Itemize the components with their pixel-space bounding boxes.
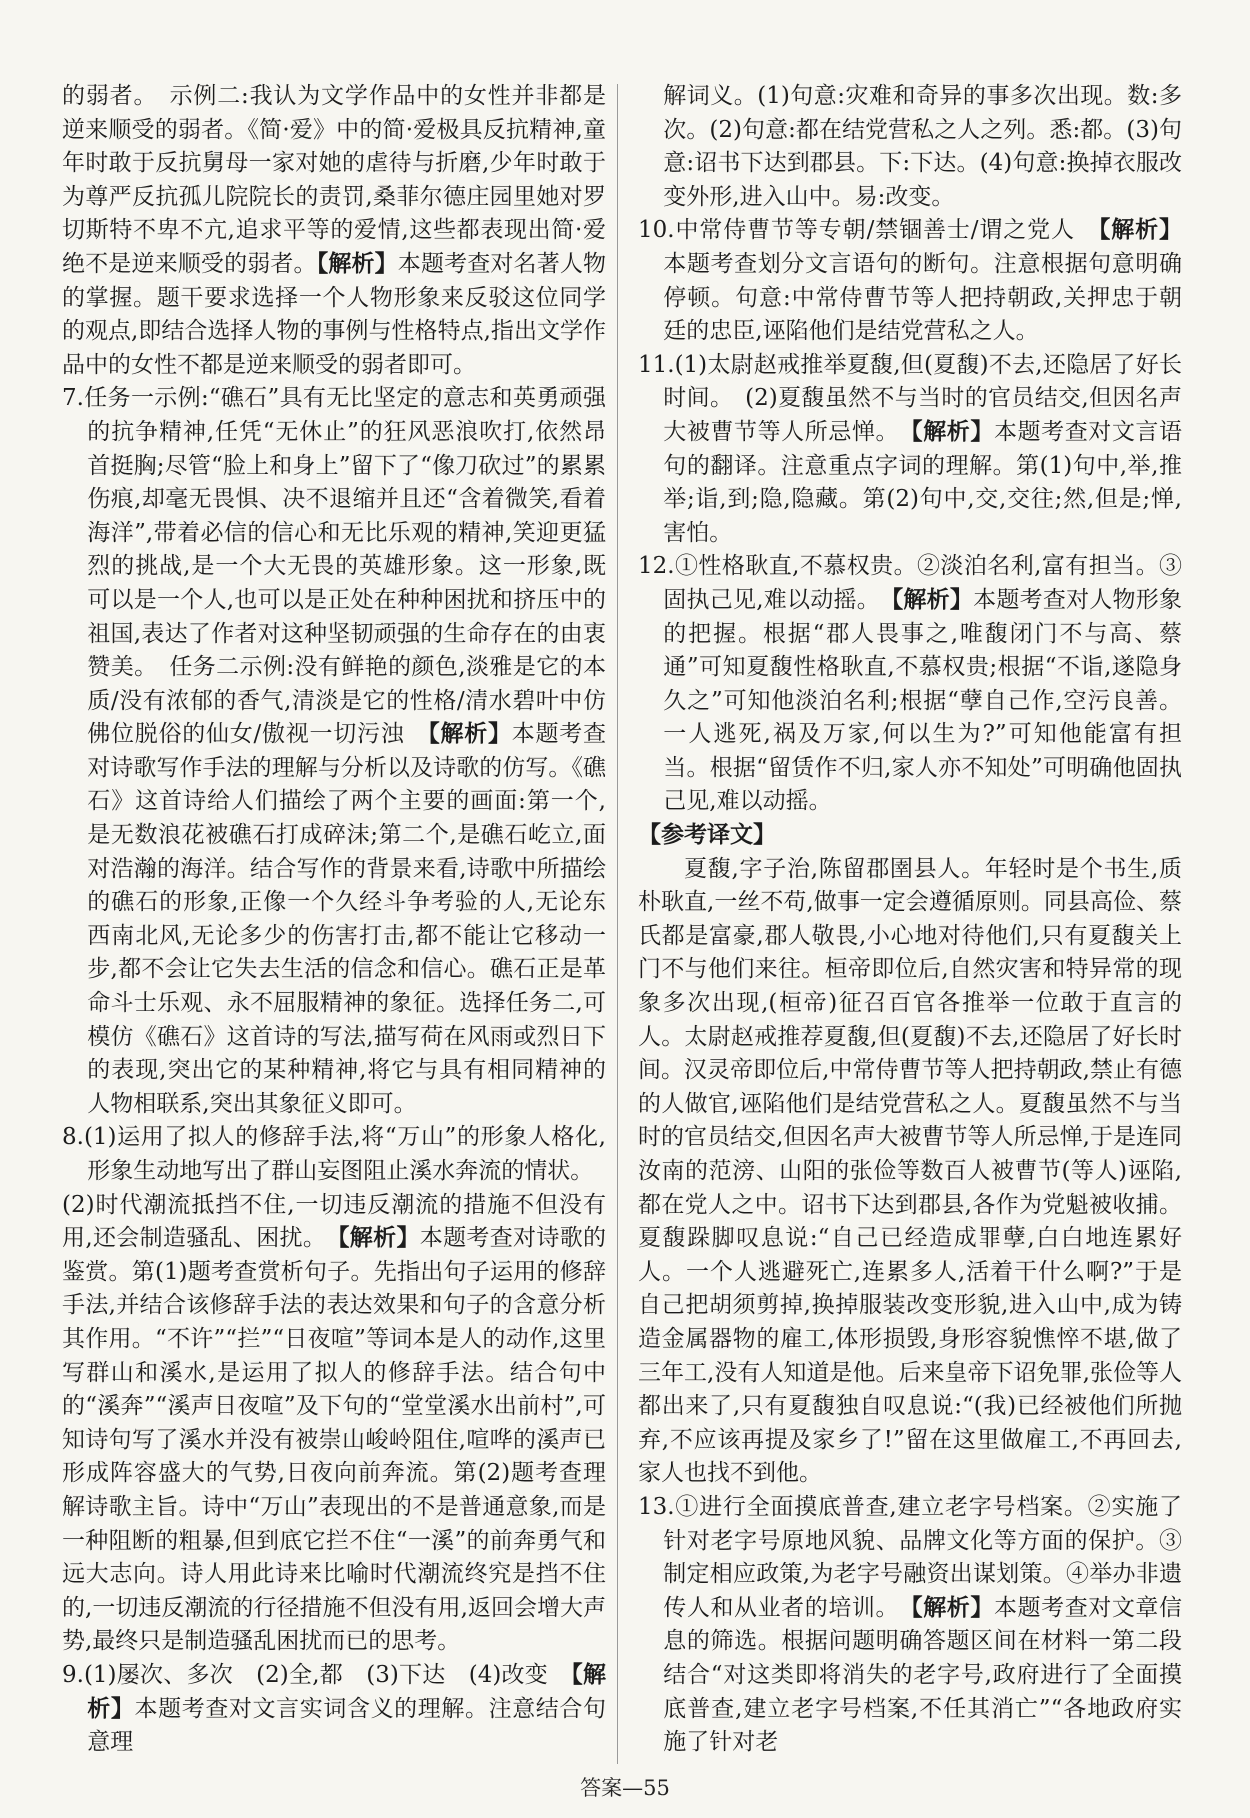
answer-text: 8.(1)运用了拟人的修辞手法,将“万山”的形象人格化,形象生动地写出了群山妄图阻止溪水奔流的情状。 <box>62 1124 606 1184</box>
analysis-text: 本题考查对文言语句的翻译。注意重点字词的理解。第(1)句中,举,推举;诣,到;隐,隐藏。第(2)句中,交,交往;然,但是;惮,害怕。 <box>663 418 1183 546</box>
analysis-label: 【解析】 <box>337 1225 420 1252</box>
answer-text: 9.(1)屡次、多次 (2)全,都 (3)下达 (4)改变 <box>62 1661 549 1688</box>
page-number: 答案—55 <box>580 1776 670 1800</box>
analysis-label: 【解析】 <box>316 250 398 277</box>
analysis-text: 解词义。(1)句意:灾难和奇异的事多次出现。数:多次。(2)句意:都在结党营私之人之列。悉:都。(3)句意:诏书下达到郡县。下:下达。(4)句意:换掉衣服改变外形,进入山中。易:改变。 <box>663 83 1182 210</box>
answer-text: 11.(1)太尉赵戒推举夏馥,但(夏馥)不去,还隐居了好长时间。 (2)夏馥虽然不与当时的官员结交,但因名声大被曹节等人所忌惮。 <box>638 351 1182 445</box>
translation-title: 【参考译文】 <box>638 822 776 849</box>
analysis-label: 【解析】 <box>911 418 994 445</box>
answer-text: 7.任务一示例:“礁石”具有无比坚定的意志和英勇顽强的抗争精神,任凭“无休止”的狂风恶浪吹打,依然昂首挺胸;尽管“脸上和身上”留下了“像刀砍过”的累累伤痕,却毫无畏惧、决不退缩并且还“含着微笑,看着海洋”,带着必信的信心和无比乐观的精神,笑迎更猛烈的挑战,是一个大无畏的英雄形象。这一形象,既可以是一个人,也可以是正处在种种困扰和挤压中的祖国,表达了作者对这种坚韧顽强的生命存在的由衷赞美。 任务二示例:没有鲜艳的颜色,淡雅是它的本质/没有浓郁的香气,清淡是它的性格/清水碧叶中仿佛位脱俗的仙女/傲视一切污浊 <box>62 385 606 748</box>
answer-item-11 <box>638 349 1182 551</box>
answer-item-12 <box>638 550 1182 819</box>
answer-text: 13.①进行全面摸底普查,建立老字号档案。②实施了针对老字号原地风貌、品牌文化等方面的保护。③制定相应政策,为老字号融资出谋划策。④举办非遗传人和从业者的培训。 <box>638 1493 1182 1621</box>
answer-item-8-2 <box>62 1189 606 1659</box>
translation-paragraph: 夏馥,字子治,陈留郡圉县人。年轻时是个书生,质朴耿直,一丝不苟,做事一定会遵循原则。同县高俭、蔡氏都是富豪,郡人敬畏,小心地对待他们,只有夏馥关上门不与他们来往。桓帝即位后,自然灾害和特异常的现象多次出现,(桓帝)征召百官各推举一位敢于直言的人。太尉赵戒推荐夏馥,但(夏馥)不去,还隐居了好长时间。汉灵帝即位后,中常侍曹节等人把持朝政,禁止有德的人做官,诬陷他们是结党营私之人。夏馥虽然不与当时的官员结交,但因名声大被曹节等人所忌惮,于是连同汝南的范滂、山阳的张俭等数百人被曹节(等人)诬陷,都在党人之中。诏书下达到郡县,各作为党魁被收捕。夏馥跺脚叹息说:“自己已经造成罪孽,白白地连累好人。一个人逃避死亡,连累多人,活着干什么啊?”于是自己把胡须剪掉,换掉服装改变形貌,进入山中,成为铸造金属器物的雇工,体形损毁,身形容貌憔悴不堪,做了三年工,没有人知道是他。后来皇帝下诏免罪,张俭等人都出来了,只有夏馥独自叹息说:“(我)已经被他们所抛弃,不应该再提及家乡了!”留在这里做雇工,不再回去,家人也找不到他。 <box>638 855 1182 1487</box>
analysis-text: 本题考查对文言实词含义的理解。注意结合句意理 <box>87 1695 607 1756</box>
analysis-label: 【解析】 <box>891 586 974 613</box>
answer-item-10 <box>638 214 1182 348</box>
answer-text: 10.中常侍曹节等专朝/禁锢善士/谓之党人 <box>638 217 1075 244</box>
right-column <box>638 80 1182 1760</box>
analysis-label: 【解析】 <box>428 721 512 748</box>
answer-item-9-continued <box>638 80 1182 214</box>
analysis-text: 本题考查对名著人物的掌握。题干要求选择一个人物形象来反驳这位同学的观点,即结合选择人物的事例与性格特点,指出文学作品中的女性不都是逆来顺受的弱者即可。 <box>62 250 607 378</box>
answer-item-7 <box>62 382 606 1121</box>
analysis-label: 【解析】 <box>911 1594 994 1621</box>
analysis-label: 【解析】 <box>1098 217 1183 244</box>
left-column <box>62 80 606 1760</box>
answer-item-8-1 <box>62 1121 606 1188</box>
analysis-text: 本题考查划分文言语句的断句。注意根据句意明确停顿。句意:中常侍曹节等人把持朝政,关押忠于朝廷的忠臣,诬陷他们是结党营私之人。 <box>663 250 1182 345</box>
analysis-text: 本题考查对人物形象的把握。根据“郡人畏事之,唯馥闭门不与高、蔡通”可知夏馥性格耿直,不慕权贵;根据“不诣,遂隐身久之”可知他淡泊名利;根据“孽自己作,空污良善。一人逃死,祸及万家,何以生为?”可知他能富有担当。根据“留赁作不归,家人亦不知处”可明确他固执己见,难以动摇。 <box>663 586 1182 815</box>
analysis-text: 本题考查对诗歌的鉴赏。第(1)题考查赏析句子。先指出句子运用的修辞手法,并结合该修辞手法的表达效果和句子的含意分析其作用。“不许”“拦”“日夜喧”等词本是人的动作,这里写群山和溪水,是运用了拟人的修辞手法。结合句中的“溪奔”“溪声日夜喧”及下句的“堂堂溪水出前村”,可知诗句写了溪水并没有被崇山峻岭阻住,喧哗的溪声已形成阵容盛大的气势,日夜向前奔流。第(2)题考查理解诗歌主旨。诗中“万山”表现出的不是普通意象,而是一种阻断的粗暴,但到底它拦不住“一溪”的前奔勇气和远大志向。诗人用此诗来比喻时代潮流终究是挡不住的,一切违反潮流的行径措施不但没有用,返回会增大声势,最终只是制造骚乱困扰而已的思考。 <box>62 1225 607 1655</box>
answer-text: (2)时代潮流抵挡不住,一切违反潮流的措施不但没有用,还会制造骚乱、困扰。 <box>62 1191 606 1252</box>
answer-item-13 <box>638 1491 1182 1760</box>
analysis-text: 本题考查对文章信息的筛选。根据问题明确答题区间在材料一第二段结合“对这类即将消失的老字号,政府进行了全面摸底普查,建立老字号档案,不任其消亡”“各地政府实施了针对老 <box>663 1594 1183 1756</box>
answer-text: 12.①性格耿直,不慕权贵。②淡泊名利,富有担当。③固执己见,难以动摇。 <box>638 553 1182 613</box>
answer-item-9 <box>62 1659 606 1760</box>
intro-text: 的弱者。 示例二:我认为文学作品中的女性并非都是逆来顺受的弱者。《简·爱》中的简·爱极具反抗精神,童年时敢于反抗舅母一家对她的虐待与折磨,少年时敢于为尊严反抗孤儿院院长的责罚,桑菲尔德庄园里她对罗切斯特不卑不亢,追求平等的爱情,这些都表现出简·爱绝不是逆来顺受的弱者。 <box>62 83 606 277</box>
column-divider <box>617 84 618 1764</box>
intro-paragraph <box>62 80 606 382</box>
analysis-label: 【解析】 <box>87 1661 606 1722</box>
analysis-text: 本题考查对诗歌写作手法的理解与分析以及诗歌的仿写。《礁石》这首诗给人们描绘了两个主要的画面:第一个,是无数浪花被礁石打成碎沫;第二个,是礁石屹立,面对浩瀚的海洋。结合写作的背景来看,诗歌中所描绘的礁石的形象,正像一个久经斗争考验的人,无论东西南北风,无论多少的伤害打击,都不能让它移动一步,都不会让它失去生活的信念和信心。礁石正是革命斗士乐观、永不屈服精神的象征。选择任务二,可模仿《礁石》这首诗的写法,描写荷在风雨或烈日下的表现,突出它的某种精神,将它与具有相同精神的人物相联系,突出其象征义即可。 <box>87 721 607 1117</box>
